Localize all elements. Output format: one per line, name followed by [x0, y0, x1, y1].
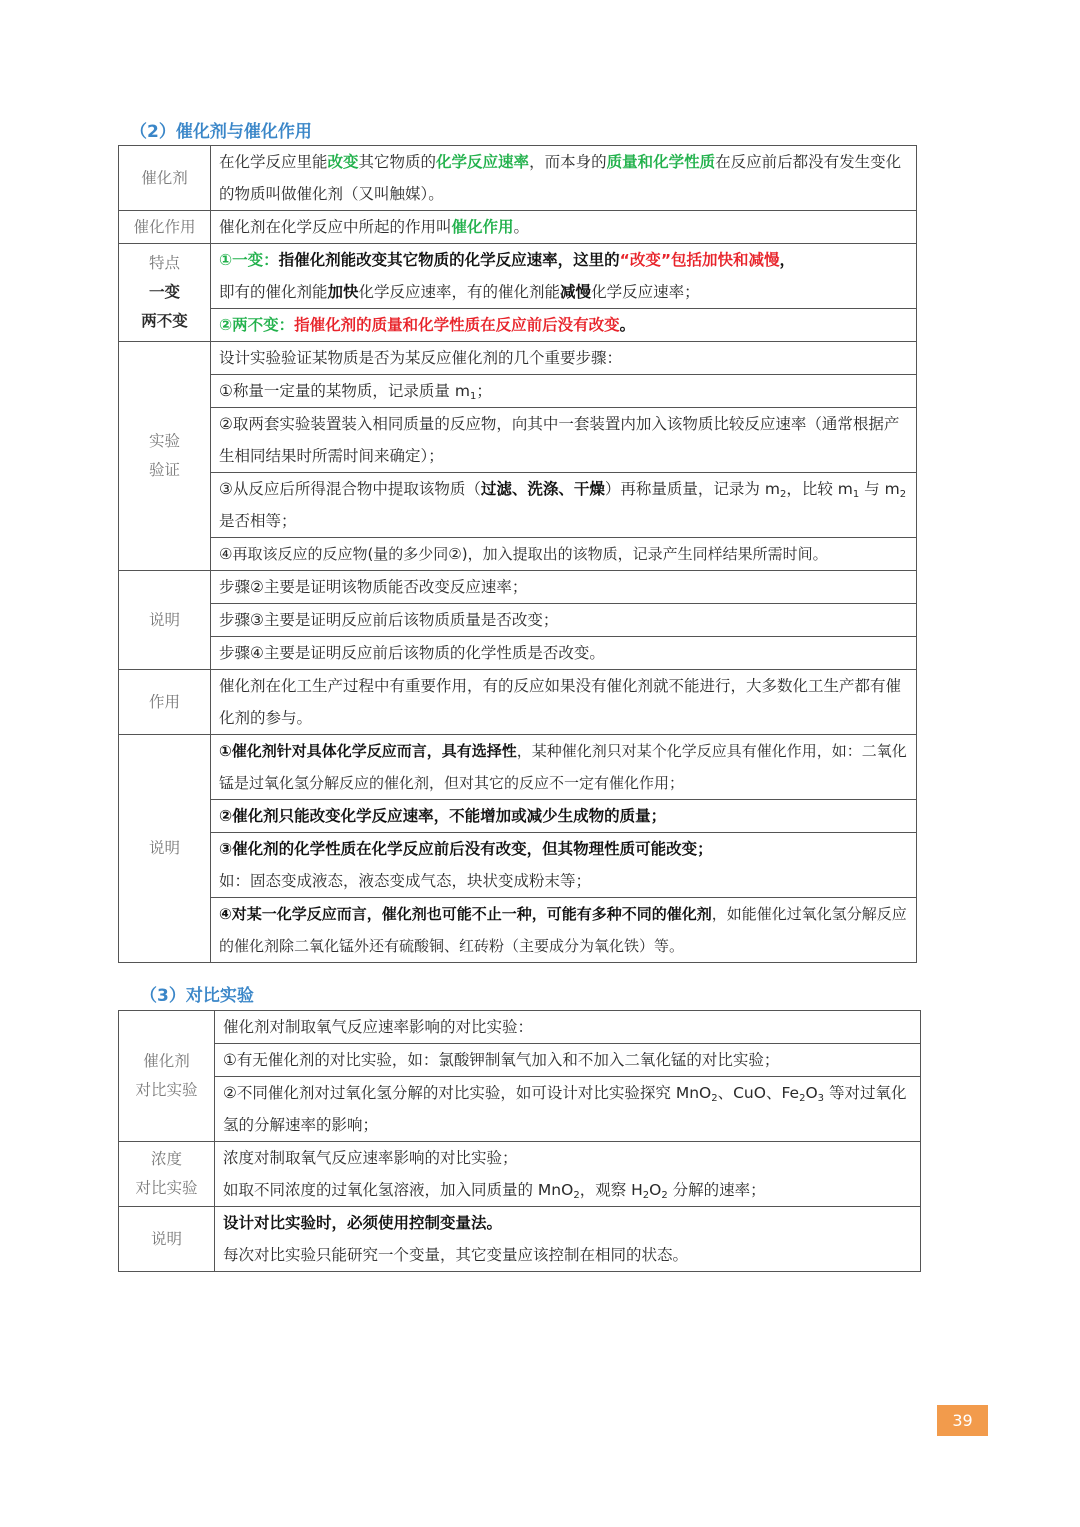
experiment-step-2: ②取两套实验装置装入相同质量的反应物，向其中一套装置内加入该物质比较反应速率（通常根据产生相同结果时所需时间来确定）；: [211, 408, 917, 473]
explain-step-4: 步骤④主要是证明反应前后该物质的化学性质是否改变。: [211, 637, 917, 670]
row-label-catalysis: 催化作用: [119, 211, 211, 244]
table-row: [119, 1142, 921, 1207]
row-label-role: 作用: [119, 670, 211, 735]
section-2-title: （2）催化剂与催化作用: [130, 122, 312, 142]
control-variable-note: 设计对比实验时，必须使用控制变量法。 每次对比实验只能研究一个变量，其它变量应该控制在相同的状态。: [215, 1207, 921, 1272]
experiment-step-3: ③从反应后所得混合物中提取该物质（过滤、洗涤、干燥）再称量质量，记录为 $m_2$，比较 $m_1$ 与 $m_2$ 是否相等；: [211, 473, 917, 538]
table-row: [119, 898, 917, 963]
page-number: 39: [937, 1405, 988, 1436]
catalyst-compare-2: ②不同催化剂对过氧化氢分解的对比实验，如可设计对比实验探究 MnO$_2$、CuO、$Fe_2O_3$ 等对过氧化氢的分解速率的影响；: [215, 1077, 921, 1142]
table-row: [119, 1207, 921, 1272]
table-row: [119, 244, 917, 309]
catalyst-table: [118, 145, 917, 963]
explain-step-2: 步骤②主要是证明该物质能否改变反应速率；: [211, 571, 917, 604]
experiment-intro: 设计实验验证某物质是否为某反应催化剂的几个重要步骤：: [211, 342, 917, 375]
row-label-features: 特点 一变 两不变: [119, 244, 211, 342]
role-text: 催化剂在化工生产过程中有重要作用，有的反应如果没有催化剂就不能进行，大多数化工生产都有催化剂的参与。: [211, 670, 917, 735]
table-row: [119, 408, 917, 473]
table-row: [119, 637, 917, 670]
comparison-table: [118, 1010, 921, 1272]
row-label-concentration: 浓度 对比实验: [119, 1142, 215, 1207]
row-label-catalyst-compare: 催化剂 对比实验: [119, 1011, 215, 1142]
feature-one-change: ①一变：指催化剂能改变其它物质的化学反应速率，这里的“改变”包括加快和减慢， 即有的催化剂能加快化学反应速率，有的催化剂能减慢化学反应速率；: [211, 244, 917, 309]
table-row: [119, 1077, 921, 1142]
note-1: ①催化剂针对具体化学反应而言，具有选择性，某种催化剂只对某个化学反应具有催化作用，如：二氧化锰是过氧化氢分解反应的催化剂，但对其它的反应不一定有催化作用；: [211, 735, 917, 800]
row-label-explain-2: 说明: [119, 735, 211, 963]
table-row: [119, 670, 917, 735]
table-row: [119, 1011, 921, 1044]
note-3: ③催化剂的化学性质在化学反应前后没有改变，但其物理性质可能改变； 如：固态变成液态，液态变成气态，块状变成粉末等；: [211, 833, 917, 898]
table-row: [119, 735, 917, 800]
note-2: ②催化剂只能改变化学反应速率，不能增加或减少生成物的质量；: [211, 800, 917, 833]
section-3-title: （3）对比实验: [140, 986, 254, 1006]
catalyst-compare-1: ①有无催化剂的对比实验，如：氯酸钾制氧气加入和不加入二氧化锰的对比实验；: [215, 1044, 921, 1077]
table-row: [119, 538, 917, 571]
table-row: [119, 604, 917, 637]
table-row: [119, 211, 917, 244]
table-row: [119, 473, 917, 538]
table-row: [119, 375, 917, 408]
table-row: [119, 146, 917, 211]
catalyst-compare-intro: 催化剂对制取氧气反应速率影响的对比实验：: [215, 1011, 921, 1044]
experiment-step-4: ④再取该反应的反应物(量的多少同②)，加入提取出的该物质，记录产生同样结果所需时间。: [211, 538, 917, 571]
catalysis-definition: 催化剂在化学反应中所起的作用叫催化作用。: [211, 211, 917, 244]
table-row: [119, 800, 917, 833]
explain-step-3: 步骤③主要是证明反应前后该物质质量是否改变；: [211, 604, 917, 637]
feature-two-unchanged: ②两不变：指催化剂的质量和化学性质在反应前后没有改变。: [211, 309, 917, 342]
table-row: [119, 571, 917, 604]
table-row: [119, 342, 917, 375]
table-row: [119, 309, 917, 342]
experiment-step-1: ①称量一定量的某物质，记录质量 $m_1$；: [211, 375, 917, 408]
table-row: [119, 1044, 921, 1077]
row-label-explain-1: 说明: [119, 571, 211, 670]
row-label-catalyst: 催化剂: [119, 146, 211, 211]
note-4: ④对某一化学反应而言，催化剂也可能不止一种，可能有多种不同的催化剂，如能催化过氧化氢分解反应的催化剂除二氧化锰外还有硫酸铜、红砖粉（主要成分为氧化铁）等。: [211, 898, 917, 963]
catalyst-definition: 在化学反应里能改变其它物质的化学反应速率，而本身的质量和化学性质在反应前后都没有发生变化的物质叫做催化剂（又叫触媒）。: [211, 146, 917, 211]
table-row: [119, 833, 917, 898]
row-label-note: 说明: [119, 1207, 215, 1272]
row-label-experiment: 实验 验证: [119, 342, 211, 571]
concentration-text: 浓度对制取氧气反应速率影响的对比实验； 如取不同浓度的过氧化氢溶液，加入同质量的 MnO$_2$，观察 $H_2O_2$ 分解的速率；: [215, 1142, 921, 1207]
